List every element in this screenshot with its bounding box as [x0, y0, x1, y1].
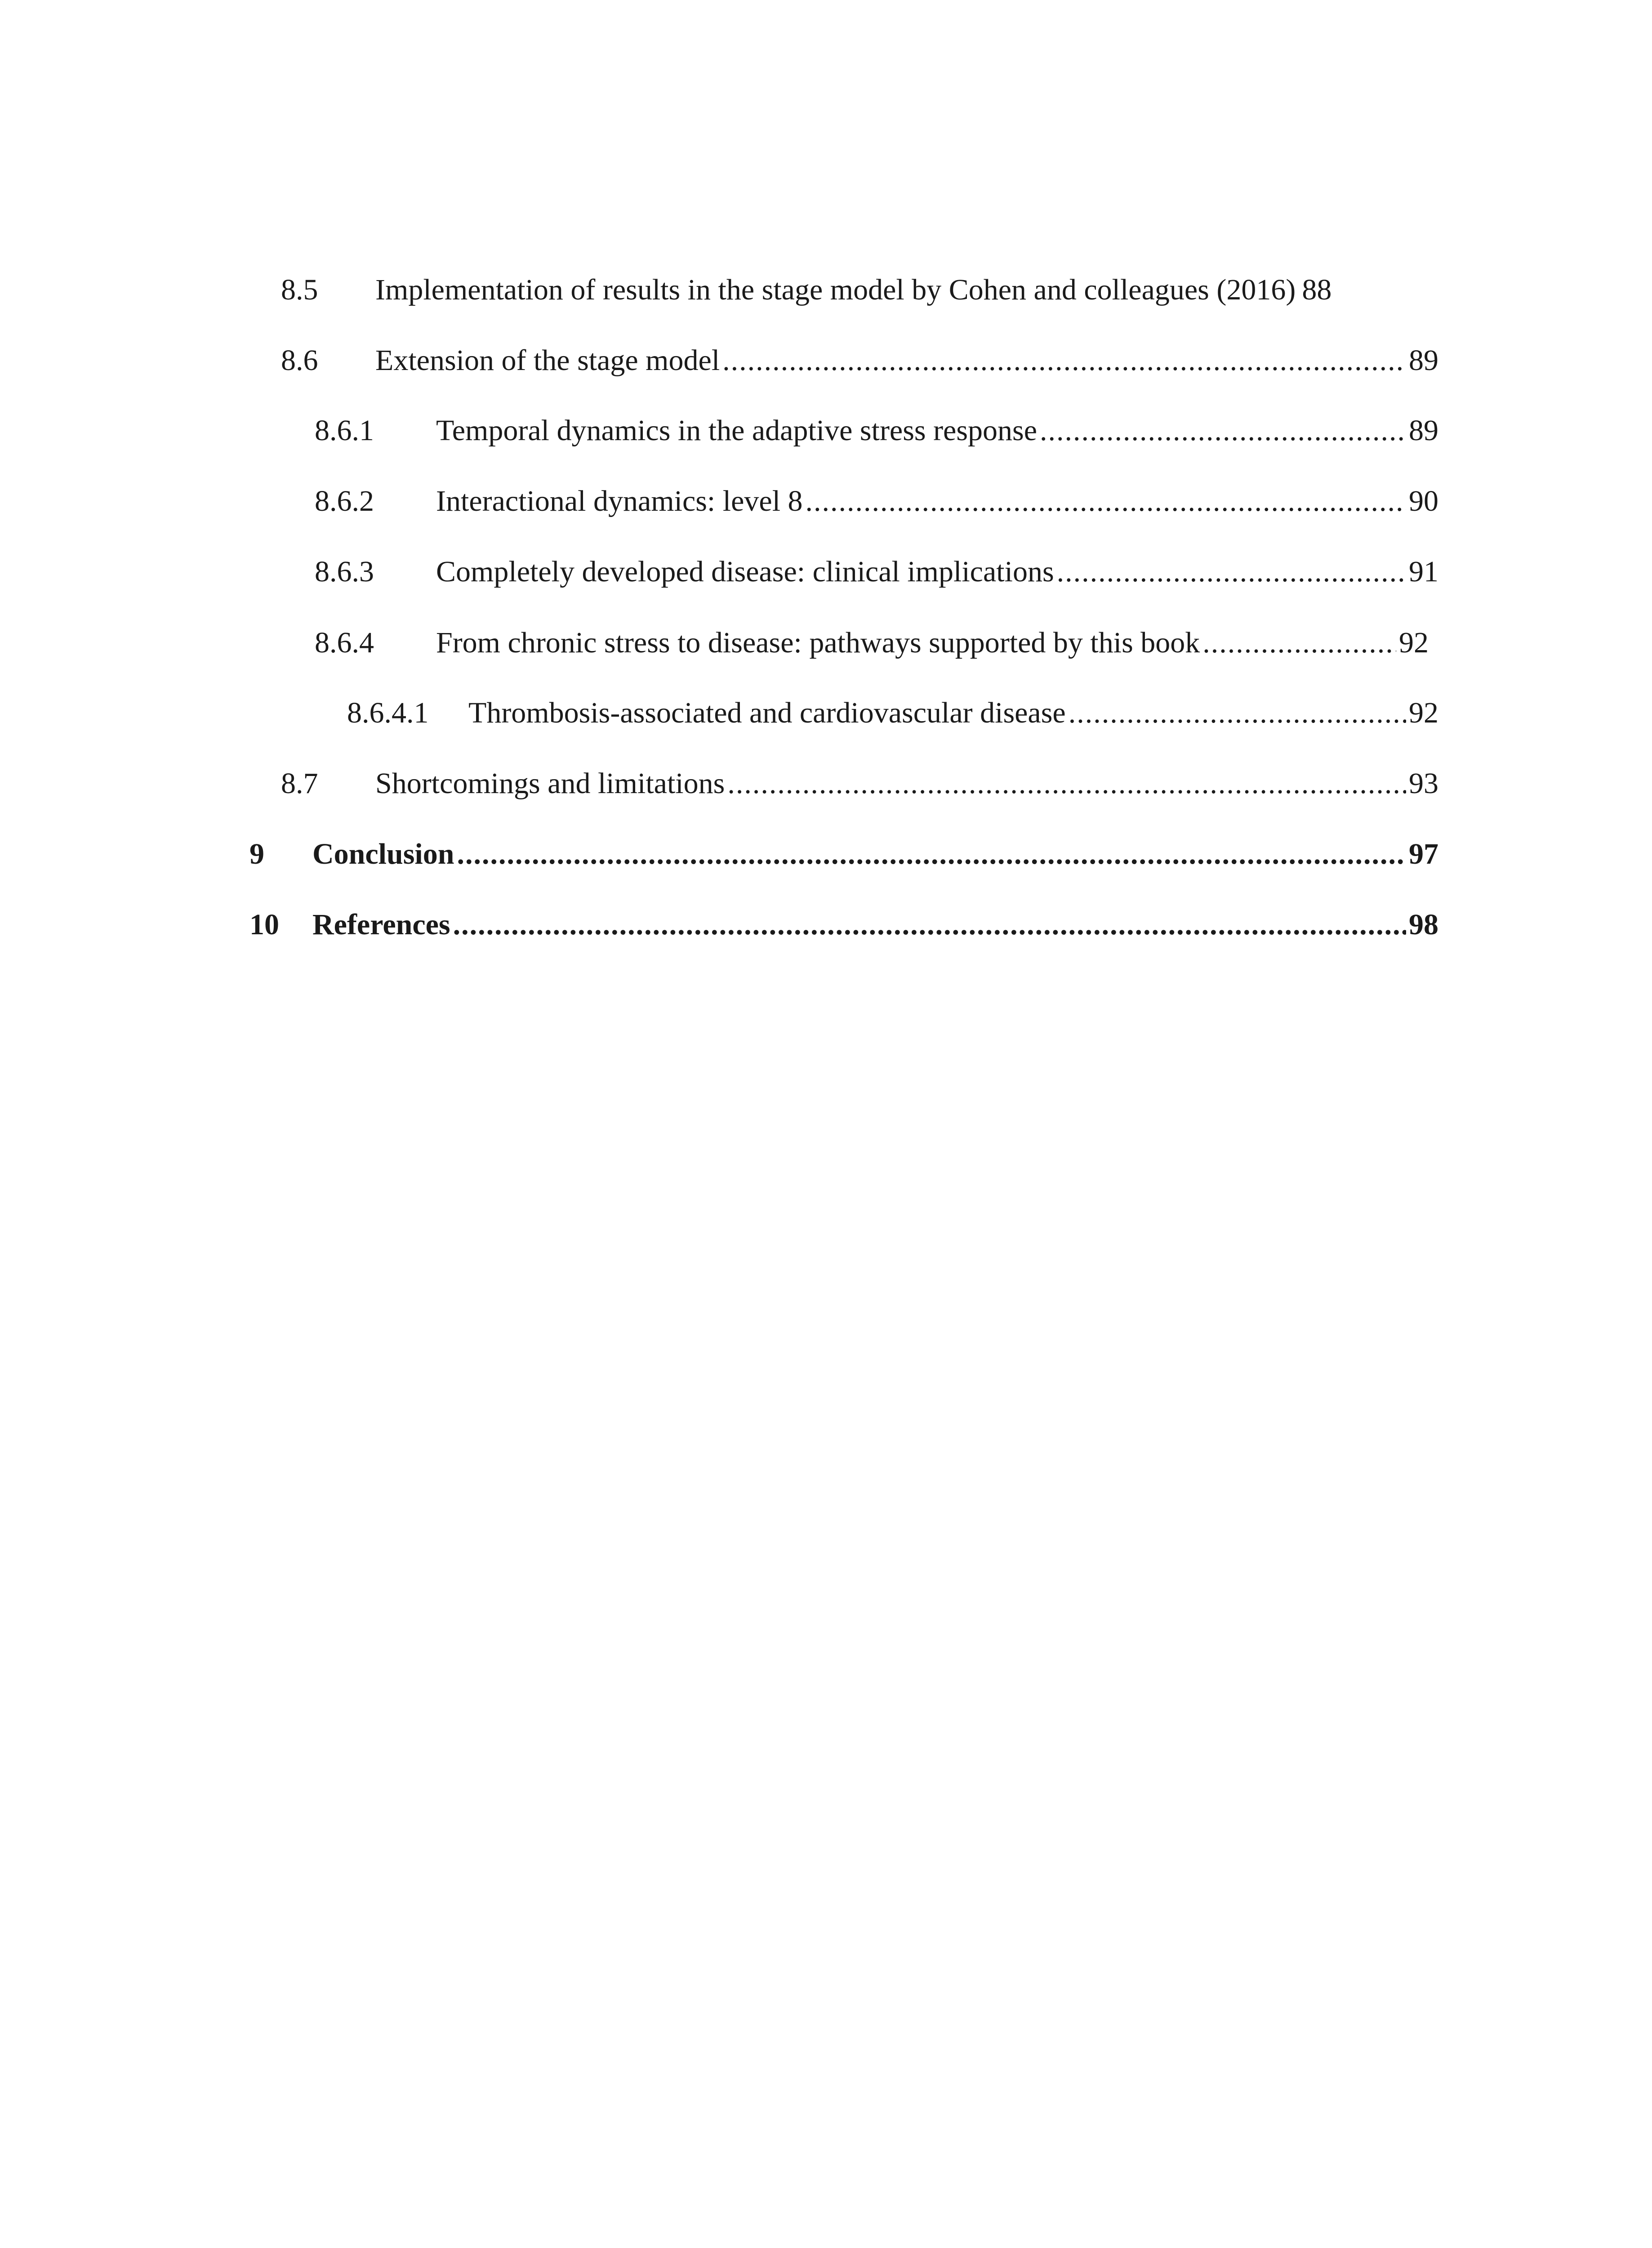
toc-entry-title: Interactional dynamics: level 8 [436, 485, 803, 517]
toc-entry-number: 9 [249, 838, 264, 870]
toc-entry-8-6-4-1[interactable] [347, 695, 1438, 731]
toc-entry-number: 8.6.4.1 [347, 696, 429, 729]
toc-entry-number: 8.6.2 [315, 485, 374, 517]
toc-entry-8-6-1[interactable] [315, 413, 1438, 449]
toc-entry-page: 88 [1302, 273, 1332, 306]
toc-entry-8-6-4[interactable] [315, 625, 1429, 661]
toc-entry-page: 91 [1409, 555, 1438, 588]
toc-entry-page: 97 [1409, 838, 1438, 870]
toc-entry-number: 8.6.1 [315, 414, 374, 447]
toc-entry-page: 92 [1409, 696, 1438, 729]
toc-entry-8-5[interactable] [281, 272, 1438, 308]
toc-dot-leader [1040, 413, 1406, 449]
toc-entry-title: Implementation of results in the stage model by Cohen and colleagues (2016) [375, 273, 1296, 306]
toc-entry-title: Conclusion [312, 838, 454, 870]
toc-dot-leader [453, 907, 1406, 943]
toc-dot-leader [1069, 695, 1406, 731]
toc-entry-number: 8.6.4 [315, 626, 374, 659]
toc-entry-number: 8.6 [281, 344, 318, 377]
toc-entry-page: 89 [1409, 414, 1438, 447]
toc-entry-8-6[interactable] [281, 343, 1438, 379]
toc-entry-10[interactable] [249, 907, 1438, 943]
toc-entry-page: 92 [1399, 626, 1429, 659]
toc-dot-leader [722, 343, 1406, 379]
toc-entry-title: Shortcomings and limitations [375, 767, 725, 800]
toc-entry-title: References [312, 908, 450, 941]
toc-entry-page: 89 [1409, 344, 1438, 377]
toc-entry-title: Temporal dynamics in the adaptive stress response [436, 414, 1038, 447]
toc-dot-leader [1057, 554, 1406, 590]
toc-entry-title: Completely developed disease: clinical implications [436, 555, 1054, 588]
toc-entry-title: From chronic stress to disease: pathways supported by this book [436, 626, 1200, 659]
toc-entry-page: 90 [1409, 485, 1438, 517]
toc-entry-title: Extension of the stage model [375, 344, 720, 377]
toc-entry-title: Thrombosis-associated and cardiovascular disease [468, 696, 1066, 729]
toc-entry-8-6-2[interactable] [315, 483, 1438, 519]
toc-entry-number: 8.7 [281, 767, 318, 800]
toc-entry-page: 93 [1409, 767, 1438, 800]
toc-entry-number: 8.5 [281, 273, 318, 306]
toc-entry-8-7[interactable] [281, 766, 1438, 802]
toc-dot-leader [457, 836, 1406, 872]
toc-entry-number: 10 [249, 908, 279, 941]
toc-entry-number: 8.6.3 [315, 555, 374, 588]
toc-dot-leader [727, 766, 1406, 802]
toc-entry-page: 98 [1409, 908, 1438, 941]
toc-dot-leader [1202, 625, 1396, 661]
toc-entry-8-6-3[interactable] [315, 554, 1438, 590]
toc-entry-9[interactable] [249, 836, 1438, 872]
toc-dot-leader [806, 483, 1406, 519]
